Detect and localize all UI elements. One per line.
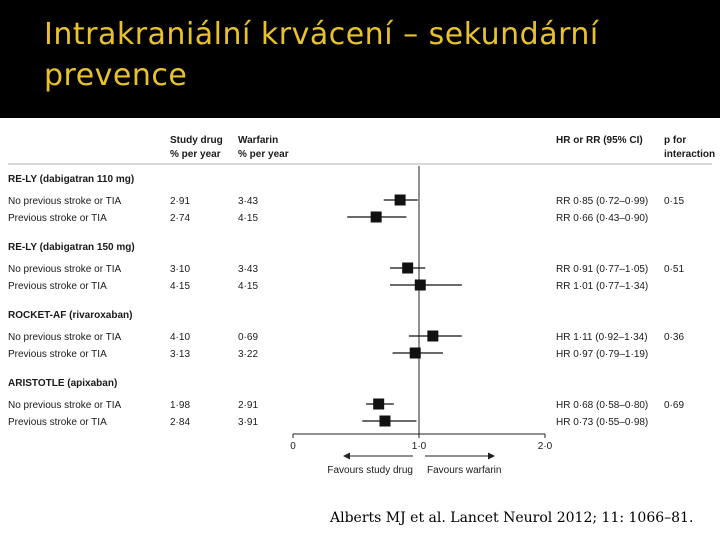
slide-title-line-2: prevence xyxy=(44,58,188,93)
study-drug-rate: 3·10 xyxy=(170,264,191,275)
row-label: No previous stroke or TIA xyxy=(8,196,122,207)
x-tick-label: 0 xyxy=(290,441,296,452)
p-interaction: 0·15 xyxy=(664,196,685,207)
favours-study-drug-arrowhead xyxy=(343,453,350,460)
warfarin-rate: 0·69 xyxy=(238,332,259,343)
warfarin-rate: 3·43 xyxy=(238,196,259,207)
study-drug-rate: 1·98 xyxy=(170,400,191,411)
ratio-ci-text: HR 1·11 (0·92–1·34) xyxy=(556,332,648,343)
warfarin-rate: 2·91 xyxy=(238,400,259,411)
ratio-ci-text: RR 0·66 (0·43–0·90) xyxy=(556,213,649,224)
ratio-ci-text: RR 1·01 (0·77–1·34) xyxy=(556,281,649,292)
p-interaction: 0·69 xyxy=(664,400,685,411)
header-study-drug: Study drug xyxy=(170,135,223,146)
study-drug-rate: 3·13 xyxy=(170,349,191,360)
ratio-ci-text: HR 0·73 (0·55–0·98) xyxy=(556,417,649,428)
title-bar xyxy=(0,0,720,118)
study-drug-rate: 4·15 xyxy=(170,281,191,292)
point-estimate-marker xyxy=(395,195,406,206)
study-drug-rate: 2·84 xyxy=(170,417,191,428)
forest-plot-figure xyxy=(0,118,720,490)
warfarin-rate: 3·43 xyxy=(238,264,259,275)
slide-title xyxy=(44,14,704,96)
point-estimate-marker xyxy=(410,348,421,359)
row-label: Previous stroke or TIA xyxy=(8,281,107,292)
header-warfarin: % per year xyxy=(238,149,289,160)
group-label: ARISTOTLE (apixaban) xyxy=(8,378,118,389)
ratio-ci-text: HR 0·97 (0·79–1·19) xyxy=(556,349,649,360)
ratio-ci-text: HR 0·68 (0·58–0·80) xyxy=(556,400,649,411)
row-label: Previous stroke or TIA xyxy=(8,213,107,224)
x-tick-label: 1·0 xyxy=(411,441,427,452)
header-ratio: HR or RR (95% CI) xyxy=(556,135,643,146)
warfarin-rate: 4·15 xyxy=(238,213,259,224)
citation: Alberts MJ et al. Lancet Neurol 2012; 11: 1066–81. xyxy=(330,510,694,526)
header-study-drug: % per year xyxy=(170,149,221,160)
point-estimate-marker xyxy=(379,416,390,427)
forest-plot xyxy=(0,118,720,490)
header-p-interaction: interaction xyxy=(664,149,716,160)
favours-warfarin-arrowhead xyxy=(488,453,495,460)
point-estimate-marker xyxy=(415,280,426,291)
header-p-interaction: p for xyxy=(664,135,687,146)
row-label: Previous stroke or TIA xyxy=(8,417,107,428)
p-interaction: 0·36 xyxy=(664,332,685,343)
row-label: Previous stroke or TIA xyxy=(8,349,107,360)
row-label: No previous stroke or TIA xyxy=(8,264,122,275)
header-warfarin: Warfarin xyxy=(238,135,279,146)
group-label: RE-LY (dabigatran 110 mg) xyxy=(8,174,135,185)
ratio-ci-text: RR 0·91 (0·77–1·05) xyxy=(556,264,649,275)
favours-warfarin-label: Favours warfarin xyxy=(427,465,502,476)
x-tick-label: 2·0 xyxy=(537,441,553,452)
point-estimate-marker xyxy=(427,331,438,342)
point-estimate-marker xyxy=(373,399,384,410)
study-drug-rate: 2·74 xyxy=(170,213,191,224)
warfarin-rate: 4·15 xyxy=(238,281,259,292)
ratio-ci-text: RR 0·85 (0·72–0·99) xyxy=(556,196,649,207)
group-label: ROCKET-AF (rivaroxaban) xyxy=(8,310,133,321)
slide-title-line-1: Intrakraniální krvácení – sekundární xyxy=(44,17,599,52)
row-label: No previous stroke or TIA xyxy=(8,332,122,343)
p-interaction: 0·51 xyxy=(664,264,685,275)
warfarin-rate: 3·91 xyxy=(238,417,259,428)
point-estimate-marker xyxy=(402,263,413,274)
favours-study-drug-label: Favours study drug xyxy=(327,465,413,476)
point-estimate-marker xyxy=(371,212,382,223)
warfarin-rate: 3·22 xyxy=(238,349,259,360)
study-drug-rate: 4·10 xyxy=(170,332,191,343)
study-drug-rate: 2·91 xyxy=(170,196,191,207)
row-label: No previous stroke or TIA xyxy=(8,400,122,411)
group-label: RE-LY (dabigatran 150 mg) xyxy=(8,242,135,253)
